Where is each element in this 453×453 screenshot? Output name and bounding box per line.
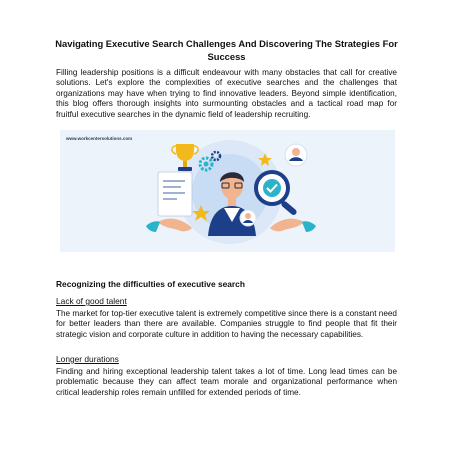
illustration-art	[60, 130, 395, 252]
check-icon	[263, 179, 281, 197]
intro-paragraph: Filling leadership positions is a difficult endeavour with many obstacles that call for creative solutions. Let's explore the complexities of executive searches and the challenges that organizations may have when trying to find innovative leaders. Beyond simple identification, this blog offers thorough insights into surmounting obstacles and a tactical road map for fruitful executive searches in the dynamic field of leadership recruiting.	[56, 68, 397, 119]
subsection-body: The market for top-tier executive talent is extremely competitive since there is a constant need for better leaders than there are available. Companies struggle to find people that fit their strategic vision and corporate culture in addition to having the necessary capabilities.	[56, 309, 397, 339]
subsection-heading: Longer durations	[56, 354, 119, 364]
subsection-body: Finding and hiring exceptional leadership talent takes a lot of time. Long lead times can be problematic because they can affect team morale and organizational performance when critical leadership roles remain unfilled for extended periods of time.	[56, 367, 397, 397]
subsection-heading: Lack of good talent	[56, 296, 127, 306]
candidate-card-icon	[240, 210, 256, 226]
illustration	[60, 130, 395, 252]
figure-watermark: www.workcentersolutions.com	[66, 136, 133, 141]
page-title: Navigating Executive Search Challenges And Discovering The Strategies For Success	[55, 38, 398, 62]
section-heading: Recognizing the difficulties of executive search	[56, 279, 245, 289]
candidate-card-icon	[285, 144, 307, 166]
document-icon	[158, 172, 192, 216]
